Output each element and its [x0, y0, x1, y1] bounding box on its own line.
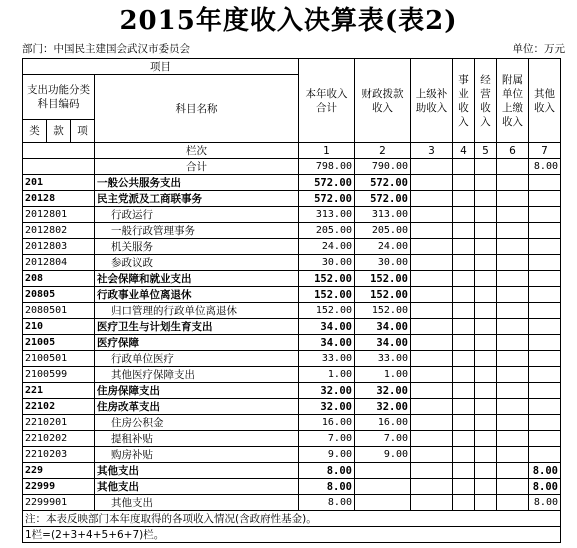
- department-label: 部门：中国民主建国会武汉市委员会: [22, 43, 190, 55]
- row-upper-subsidy: [411, 335, 453, 351]
- row-fiscal-income: 9.00: [355, 447, 411, 463]
- total-label: 合计: [95, 159, 299, 175]
- row-other-income: [529, 175, 561, 191]
- row-operating-income: [475, 303, 497, 319]
- table-row: [23, 431, 561, 447]
- row-total-income: 152.00: [299, 287, 355, 303]
- notes-section: [23, 511, 561, 543]
- table-row: [23, 479, 561, 495]
- row-code: 208: [23, 271, 95, 287]
- row-affiliated-income: [497, 351, 529, 367]
- row-upper-subsidy: [411, 383, 453, 399]
- row-business-income: [453, 415, 475, 431]
- row-other-income: [529, 223, 561, 239]
- row-upper-subsidy: [411, 415, 453, 431]
- header-row-1: [23, 59, 561, 75]
- note-text-1: 注：本表反映部门本年度取得的各项收入情况(含政府性基金)。: [23, 511, 561, 527]
- row-fiscal-income: [355, 463, 411, 479]
- header-func-class: 支出功能分类科目编码: [23, 75, 95, 120]
- header-fiscal-income: 财政拨款收入: [355, 59, 411, 143]
- row-code: 2299901: [23, 495, 95, 511]
- row-affiliated-income: [497, 191, 529, 207]
- row-upper-subsidy: [411, 303, 453, 319]
- row-name: 参政议政: [95, 255, 299, 271]
- row-code: 20128: [23, 191, 95, 207]
- row-code: 2012802: [23, 223, 95, 239]
- row-operating-income: [475, 239, 497, 255]
- row-operating-income: [475, 175, 497, 191]
- table-row: [23, 335, 561, 351]
- row-other-income: [529, 367, 561, 383]
- row-affiliated-income: [497, 175, 529, 191]
- row-code: 20805: [23, 287, 95, 303]
- row-code: 2080501: [23, 303, 95, 319]
- row-business-income: [453, 447, 475, 463]
- col-num-3: 3: [411, 143, 453, 159]
- note-text-2: 1栏=(2+3+4+5+6+7)栏。: [23, 527, 561, 543]
- row-other-income: [529, 447, 561, 463]
- header-kuan: 款: [47, 120, 71, 143]
- row-other-income: [529, 255, 561, 271]
- row-other-income: [529, 431, 561, 447]
- row-business-income: [453, 383, 475, 399]
- row-code: 210: [23, 319, 95, 335]
- row-total-income: 205.00: [299, 223, 355, 239]
- row-upper-subsidy: [411, 431, 453, 447]
- row-affiliated-income: [497, 239, 529, 255]
- row-operating-income: [475, 271, 497, 287]
- row-upper-subsidy: [411, 239, 453, 255]
- row-upper-subsidy: [411, 175, 453, 191]
- col-num-5: 5: [475, 143, 497, 159]
- row-operating-income: [475, 479, 497, 495]
- row-business-income: [453, 191, 475, 207]
- row-name: 行政单位医疗: [95, 351, 299, 367]
- row-upper-subsidy: [411, 191, 453, 207]
- row-affiliated-income: [497, 255, 529, 271]
- row-affiliated-income: [497, 335, 529, 351]
- header-affiliated-income: 附属单位上缴收入: [497, 59, 529, 143]
- row-total-income: 8.00: [299, 495, 355, 511]
- row-fiscal-income: 205.00: [355, 223, 411, 239]
- row-name: 行政事业单位离退休: [95, 287, 299, 303]
- row-upper-subsidy: [411, 223, 453, 239]
- table-row: [23, 175, 561, 191]
- row-operating-income: [475, 495, 497, 511]
- row-code: 2012801: [23, 207, 95, 223]
- row-affiliated-income: [497, 367, 529, 383]
- row-business-income: [453, 303, 475, 319]
- row-total-income: 30.00: [299, 255, 355, 271]
- row-fiscal-income: 572.00: [355, 191, 411, 207]
- table-row: [23, 239, 561, 255]
- row-affiliated-income: [497, 271, 529, 287]
- table-row: [23, 319, 561, 335]
- row-code: 2210201: [23, 415, 95, 431]
- row-fiscal-income: 30.00: [355, 255, 411, 271]
- header-other-income: 其他收入: [529, 59, 561, 143]
- table-row: [23, 191, 561, 207]
- row-operating-income: [475, 319, 497, 335]
- row-name: 住房公积金: [95, 415, 299, 431]
- col-num-4: 4: [453, 143, 475, 159]
- row-name: 医疗卫生与计划生育支出: [95, 319, 299, 335]
- row-total-income: 152.00: [299, 303, 355, 319]
- header-project: 项目: [23, 59, 299, 75]
- table-row: [23, 447, 561, 463]
- row-upper-subsidy: [411, 479, 453, 495]
- row-total-income: 8.00: [299, 463, 355, 479]
- table-row: [23, 383, 561, 399]
- row-total-income: 1.00: [299, 367, 355, 383]
- row-business-income: [453, 431, 475, 447]
- header-upper-subsidy: 上级补助收入: [411, 59, 453, 143]
- row-total-income: 7.00: [299, 431, 355, 447]
- row-fiscal-income: 152.00: [355, 271, 411, 287]
- table-row: [23, 287, 561, 303]
- row-total-income: 34.00: [299, 319, 355, 335]
- row-operating-income: [475, 207, 497, 223]
- row-fiscal-income: 34.00: [355, 335, 411, 351]
- header-total-income: 本年收入合计: [299, 59, 355, 143]
- row-code: 229: [23, 463, 95, 479]
- row-other-income: 8.00: [529, 479, 561, 495]
- row-code: 2210202: [23, 431, 95, 447]
- row-operating-income: [475, 223, 497, 239]
- row-business-income: [453, 367, 475, 383]
- row-other-income: [529, 351, 561, 367]
- row-business-income: [453, 255, 475, 271]
- lanci-blank: [23, 143, 95, 159]
- col-num-2: 2: [355, 143, 411, 159]
- row-name: 民主党派及工商联事务: [95, 191, 299, 207]
- row-other-income: [529, 271, 561, 287]
- row-upper-subsidy: [411, 271, 453, 287]
- total-val-4: [453, 159, 475, 175]
- table-row: [23, 351, 561, 367]
- row-business-income: [453, 479, 475, 495]
- row-upper-subsidy: [411, 495, 453, 511]
- row-fiscal-income: 32.00: [355, 383, 411, 399]
- row-operating-income: [475, 399, 497, 415]
- row-business-income: [453, 335, 475, 351]
- row-name: 提租补贴: [95, 431, 299, 447]
- table-row: [23, 367, 561, 383]
- row-affiliated-income: [497, 415, 529, 431]
- row-affiliated-income: [497, 463, 529, 479]
- row-operating-income: [475, 367, 497, 383]
- row-operating-income: [475, 335, 497, 351]
- row-operating-income: [475, 255, 497, 271]
- row-name: 其他支出: [95, 463, 299, 479]
- unit-label: 单位：万元: [512, 43, 565, 55]
- row-fiscal-income: 572.00: [355, 175, 411, 191]
- page-title: 2015年度收入决算表(表2): [119, 6, 458, 36]
- row-total-income: 24.00: [299, 239, 355, 255]
- lanci-label: 栏次: [95, 143, 299, 159]
- header-operating-income: 经营收入: [475, 59, 497, 143]
- row-upper-subsidy: [411, 207, 453, 223]
- row-fiscal-income: 16.00: [355, 415, 411, 431]
- row-business-income: [453, 239, 475, 255]
- row-business-income: [453, 319, 475, 335]
- row-business-income: [453, 463, 475, 479]
- total-val-7: 8.00: [529, 159, 561, 175]
- row-fiscal-income: 1.00: [355, 367, 411, 383]
- row-code: 2100599: [23, 367, 95, 383]
- row-upper-subsidy: [411, 367, 453, 383]
- row-name: 归口管理的行政单位离退休: [95, 303, 299, 319]
- row-business-income: [453, 351, 475, 367]
- row-total-income: 16.00: [299, 415, 355, 431]
- row-fiscal-income: 24.00: [355, 239, 411, 255]
- total-val-1: 798.00: [299, 159, 355, 175]
- row-total-income: 152.00: [299, 271, 355, 287]
- row-business-income: [453, 495, 475, 511]
- row-code: 2012803: [23, 239, 95, 255]
- row-fiscal-income: [355, 479, 411, 495]
- row-fiscal-income: 32.00: [355, 399, 411, 415]
- row-total-income: 33.00: [299, 351, 355, 367]
- row-total-income: 572.00: [299, 191, 355, 207]
- total-row: [23, 159, 561, 175]
- row-upper-subsidy: [411, 399, 453, 415]
- row-name: 一般公共服务支出: [95, 175, 299, 191]
- row-name: 医疗保障: [95, 335, 299, 351]
- note-row-1: [23, 511, 561, 527]
- lanci-row: [23, 143, 561, 159]
- table-row: [23, 495, 561, 511]
- row-code: 221: [23, 383, 95, 399]
- header-lei: 类: [23, 120, 47, 143]
- row-operating-income: [475, 431, 497, 447]
- table-row: [23, 271, 561, 287]
- row-upper-subsidy: [411, 351, 453, 367]
- row-other-income: [529, 207, 561, 223]
- row-fiscal-income: [355, 495, 411, 511]
- row-total-income: 8.00: [299, 479, 355, 495]
- row-name: 其他支出: [95, 495, 299, 511]
- col-num-1: 1: [299, 143, 355, 159]
- row-upper-subsidy: [411, 319, 453, 335]
- row-other-income: [529, 319, 561, 335]
- row-other-income: 8.00: [529, 463, 561, 479]
- row-business-income: [453, 287, 475, 303]
- row-operating-income: [475, 351, 497, 367]
- row-other-income: [529, 415, 561, 431]
- table-row: [23, 223, 561, 239]
- row-other-income: [529, 191, 561, 207]
- row-other-income: [529, 287, 561, 303]
- row-fiscal-income: 152.00: [355, 287, 411, 303]
- row-other-income: [529, 335, 561, 351]
- row-fiscal-income: 33.00: [355, 351, 411, 367]
- row-upper-subsidy: [411, 255, 453, 271]
- row-other-income: [529, 239, 561, 255]
- row-upper-subsidy: [411, 287, 453, 303]
- row-name: 行政运行: [95, 207, 299, 223]
- row-operating-income: [475, 191, 497, 207]
- col-num-6: 6: [497, 143, 529, 159]
- row-affiliated-income: [497, 303, 529, 319]
- header-business-income: 事业收入: [453, 59, 475, 143]
- row-name: 其他医疗保障支出: [95, 367, 299, 383]
- total-val-6: [497, 159, 529, 175]
- row-business-income: [453, 223, 475, 239]
- row-code: 2100501: [23, 351, 95, 367]
- income-table: [22, 58, 561, 543]
- total-val-3: [411, 159, 453, 175]
- row-affiliated-income: [497, 223, 529, 239]
- table-row: [23, 415, 561, 431]
- row-name: 购房补贴: [95, 447, 299, 463]
- row-other-income: [529, 303, 561, 319]
- row-upper-subsidy: [411, 447, 453, 463]
- row-total-income: 313.00: [299, 207, 355, 223]
- note-row-2: [23, 527, 561, 543]
- row-operating-income: [475, 447, 497, 463]
- table-row: [23, 303, 561, 319]
- row-other-income: [529, 399, 561, 415]
- row-code: 21005: [23, 335, 95, 351]
- row-business-income: [453, 207, 475, 223]
- total-blank: [23, 159, 95, 175]
- row-code: 22102: [23, 399, 95, 415]
- row-affiliated-income: [497, 319, 529, 335]
- row-affiliated-income: [497, 207, 529, 223]
- row-affiliated-income: [497, 479, 529, 495]
- row-operating-income: [475, 415, 497, 431]
- row-operating-income: [475, 463, 497, 479]
- row-total-income: 9.00: [299, 447, 355, 463]
- row-fiscal-income: 34.00: [355, 319, 411, 335]
- row-total-income: 32.00: [299, 383, 355, 399]
- row-business-income: [453, 399, 475, 415]
- row-name: 其他支出: [95, 479, 299, 495]
- header-subject-name: 科目名称: [95, 75, 299, 143]
- row-name: 一般行政管理事务: [95, 223, 299, 239]
- row-operating-income: [475, 287, 497, 303]
- row-business-income: [453, 175, 475, 191]
- row-affiliated-income: [497, 399, 529, 415]
- row-affiliated-income: [497, 495, 529, 511]
- row-operating-income: [475, 383, 497, 399]
- table-row: [23, 399, 561, 415]
- row-total-income: 572.00: [299, 175, 355, 191]
- row-upper-subsidy: [411, 463, 453, 479]
- header-xiang: 项: [71, 120, 95, 143]
- col-num-7: 7: [529, 143, 561, 159]
- row-other-income: [529, 383, 561, 399]
- row-code: 2210203: [23, 447, 95, 463]
- table-body: [23, 59, 561, 511]
- row-name: 社会保障和就业支出: [95, 271, 299, 287]
- table-row: [23, 207, 561, 223]
- row-name: 机关服务: [95, 239, 299, 255]
- row-fiscal-income: 313.00: [355, 207, 411, 223]
- row-fiscal-income: 7.00: [355, 431, 411, 447]
- row-affiliated-income: [497, 431, 529, 447]
- row-code: 201: [23, 175, 95, 191]
- total-val-5: [475, 159, 497, 175]
- row-total-income: 32.00: [299, 399, 355, 415]
- total-val-2: 790.00: [355, 159, 411, 175]
- row-code: 2012804: [23, 255, 95, 271]
- row-affiliated-income: [497, 447, 529, 463]
- row-affiliated-income: [497, 383, 529, 399]
- row-affiliated-income: [497, 287, 529, 303]
- row-business-income: [453, 271, 475, 287]
- row-total-income: 34.00: [299, 335, 355, 351]
- row-other-income: 8.00: [529, 495, 561, 511]
- row-code: 22999: [23, 479, 95, 495]
- row-fiscal-income: 152.00: [355, 303, 411, 319]
- table-row: [23, 255, 561, 271]
- row-name: 住房改革支出: [95, 399, 299, 415]
- table-row: [23, 463, 561, 479]
- row-name: 住房保障支出: [95, 383, 299, 399]
